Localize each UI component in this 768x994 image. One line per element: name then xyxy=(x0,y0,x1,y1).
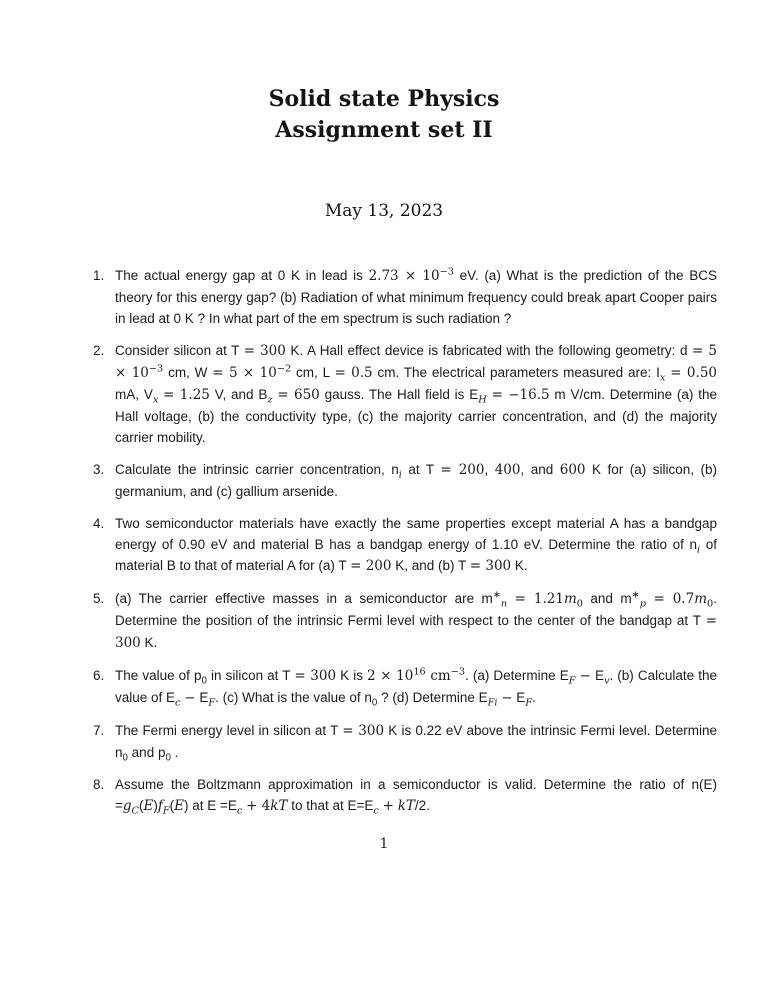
problem-text: Calculate the intrinsic carrier concentration, $n_i$ at T = 200, 400, and 600 K for (a) silicon, (b) germanium, and (c) gallium arsenide. xyxy=(115,462,717,499)
problem-text: The Fermi energy level in silicon at T = 300 K is 0.22 eV above the intrinsic Fermi level. Determine $n_0$ and $p_0$ . xyxy=(115,723,717,764)
problem-text: (a) The carrier effective masses in a semiconductor are $m^∗_n = 1.21m_0$ and $m^∗_p = 0.7m_0$. Determine the position of the intrinsic Fermi level with respect to the center of the bandgap at T = 300 K. xyxy=(115,589,717,651)
problem-text: The value of $p_0$ in silicon at T = 300 K is $2 \times 10^{16}$ $cm^{-3}$. (a) Determine $E_F - E_v$. (b) Calculate the value of $E_c - E_F$. (c) What is the value of $n_0$ ? (d) Determine $E_{Fi} - E_F$. xyxy=(115,666,717,709)
document-title-line1: Solid state Physics xyxy=(268,86,500,112)
problem-item-5 xyxy=(93,588,717,654)
problem-item-1 xyxy=(93,265,717,329)
problem-item-6 xyxy=(93,665,717,709)
title-block xyxy=(0,0,768,146)
problem-number: 3. xyxy=(93,462,105,477)
problem-list xyxy=(93,265,717,817)
problem-number: 7. xyxy=(93,723,105,738)
problem-number: 1. xyxy=(93,268,105,283)
problem-item-4 xyxy=(93,513,717,577)
problem-item-7 xyxy=(93,720,717,763)
problem-number: 6. xyxy=(93,668,105,683)
problem-text: Two semiconductor materials have exactly the same properties except material A has a bandgap energy of 0.90 eV and material B has a bandgap energy of 1.10 eV. Determine the ratio of $n_i$ of material B to that of material A for (a) T = 200 K, and (b) T = 300 K. xyxy=(115,516,717,574)
problem-number: 5. xyxy=(93,591,105,606)
problem-text: The actual energy gap at 0 K in lead is $2.73 \times 10^{-3}$ eV. (a) What is the prediction of the BCS theory for this energy gap? (b) Radiation of what minimum frequency could break apart Cooper pairs in lead at 0 K ? In what part of the em spectrum is such radiation ? xyxy=(115,266,717,326)
problem-item-8 xyxy=(93,774,717,817)
problem-text: Assume the Boltzmann approximation in a semiconductor is valid. Determine the ratio of $n(E) =g_C(E)f_F(E)$ at $E =E_c + 4kT$ to that at $E=E_c + kT/2$. xyxy=(115,777,717,817)
problem-number: 4. xyxy=(93,516,105,531)
problem-number: 2. xyxy=(93,343,105,358)
problem-text: Consider silicon at T = 300 K. A Hall effect device is fabricated with the following geometry: $d = 5 \times 10^{-3}$ cm, $W = 5 \times 10^{-2}$ cm, L = 0.5 cm. The electrical parameters measured are: $I_x = 0.50$ mA, $V_x = 1.25$ V, and $B_z = 650$ gauss. The Hall field is $E_H = -16.5$ m V/cm. Determine (a) the Hall voltage, (b) the conductivity type, (c) the majority carrier concentration, and (d) the majority carrier mobility. xyxy=(115,343,717,445)
document-title-line2: Assignment set II xyxy=(275,117,493,143)
page-number: 1 xyxy=(379,836,389,852)
problem-number: 8. xyxy=(93,777,105,792)
document-date: May 13, 2023 xyxy=(324,201,444,221)
problem-item-2 xyxy=(93,340,717,448)
problem-item-3 xyxy=(93,459,717,502)
